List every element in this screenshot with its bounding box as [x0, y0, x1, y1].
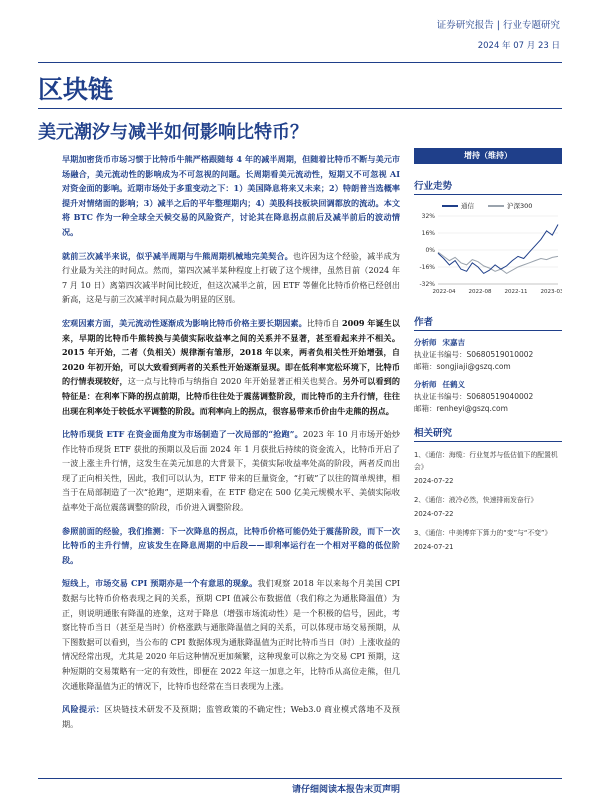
license-label: 执业证书编号：	[414, 392, 467, 401]
author-block	[414, 379, 562, 415]
paragraph	[62, 427, 400, 515]
author-license	[414, 349, 562, 361]
related-item[interactable]	[414, 449, 562, 487]
email-label: 邮箱：	[414, 362, 437, 371]
related-date: 2024-07-22	[414, 477, 454, 485]
author-license	[414, 391, 562, 403]
legend-swatch	[442, 205, 458, 207]
chart-legend	[442, 201, 562, 210]
paragraph	[62, 702, 400, 731]
sidebar	[414, 148, 562, 553]
authors-title: 作者	[414, 314, 562, 331]
email-label: 邮箱：	[414, 404, 437, 413]
trend-chart	[414, 210, 562, 302]
paragraph-text: 参照前面的经验，我们推测：下一次降息的拐点，比特币价格可能仍处于震荡阶段，而下一次比特币的主升行情，应该发生在降息周期的中后段——即利率运行在一个相对平稳的低位阶段。	[62, 525, 400, 565]
paragraph-text: 早期加密货币市场习惯于比特币牛熊严格跟随每 4 年的减半周期，但随着比特币不断与美元市场融合，美元流动性的影响成为不可忽视的问题。长周期看美元流动性，短期又不可忽视 AI 对资金面的影响。近期市场处于多重变动之下：1）美国降息将来又未来；2）特朗普当选概率提升对情绪面的影响；3）减半之后的平年整理期内；4）美股科技板块回调都放的流动。本文将 BTC 作为一种全球全天候交易的风险资产，讨论其在降息拐点前后及减半前后的波动情况。	[62, 154, 400, 237]
industry-name: 区块链	[38, 75, 114, 104]
email-address[interactable]: songjiaji@gszq.com	[436, 362, 511, 371]
legend-label: 通信	[461, 202, 474, 210]
related-title: 相关研究	[414, 425, 562, 442]
author-role: 分析师	[414, 380, 437, 389]
paragraph	[62, 316, 400, 418]
legend-label: 沪深300	[507, 202, 533, 210]
x-tick-label: 2022-11	[504, 289, 528, 295]
x-tick-label: 2022-08	[468, 289, 492, 295]
footer-divider	[38, 778, 562, 779]
header	[437, 16, 560, 56]
y-tick-label: 16%	[421, 230, 435, 237]
author-email	[414, 361, 562, 373]
paragraph	[62, 524, 400, 568]
report-date: 2024 年 07 月 23 日	[477, 41, 560, 51]
y-tick-label: 0%	[425, 247, 435, 254]
related-item[interactable]	[414, 494, 562, 520]
author-name-row	[414, 379, 562, 391]
legend-item-1	[488, 201, 532, 210]
license-label: 执业证书编号：	[414, 350, 467, 359]
report-title: 美元潮汐与减半如何影响比特币？	[38, 122, 308, 143]
rating-badge: 增持（维持）	[414, 148, 562, 164]
paragraph-text: 就前三次减半来说，似乎减半周期与牛熊周期机械地完美契合。	[62, 250, 293, 261]
paragraph-text: 2023 年 10 月市场开始炒作比特币现货 ETF 获批的预期以及后面 2024 年 1 月获批后持续的资金流入，比特币开启了一波上涨主升行情，这发生在美元加息的大背景下，美债实际收益率处高的阶段，两者反而出现了正向相关性，因此，我们可以认为，ETF 带来的巨量资金，“打破”了以往的简单规律，相当于在局部制造了一次“抢跑”，逆期来看，在 ETF 稳定在 500 亿美元规模水平、美债实际收益率处于高位震荡调整的阶段，币价进入调整阶段。	[62, 429, 400, 513]
x-tick-label: 2023-03	[540, 289, 562, 295]
paragraph-text: 区块链技术研发不及预期；监管政策的不确定性；Web3.0 商业模式落地不及预期。	[62, 704, 400, 729]
y-tick-label: -16%	[419, 264, 435, 271]
trend-title: 行业走势	[414, 178, 562, 195]
series-line-tongxin	[438, 225, 558, 274]
paragraph-text: 比特币现货 ETF 在资金面角度为市场制造了一次局部的“抢跑”。	[62, 429, 303, 440]
author-email	[414, 403, 562, 415]
related-list	[414, 449, 562, 553]
x-tick-label: 2022-04	[432, 289, 456, 295]
author-name: 任鹤义	[442, 380, 465, 389]
paragraph-text: 2009 年诞生以来，早期的比特币牛熊转换与美债实际收益率之间的关系并不显著，甚至看起来并不相关。2015 年开始，二者（负相关）规律渐有雏形，2018 年以来，两者负相关性开始增强，自 2020 年初开始，可以大致看到两者的关系性开始逐渐显现。即在低利率宽松环境下，比特币的行情表现较好，	[62, 317, 400, 387]
related-date: 2024-07-22	[414, 510, 454, 518]
y-tick-label: 32%	[421, 213, 435, 220]
author-role: 分析师	[414, 338, 437, 347]
paragraph-text: 短线上，市场交易 CPI 预期亦是一个有意思的现象。	[62, 578, 258, 589]
author-name-row	[414, 337, 562, 349]
report-type: 证券研究报告 | 行业专题研究	[436, 20, 560, 31]
y-tick-label: -32%	[419, 281, 435, 288]
paragraph-text: 我们观察 2018 年以来每个月美国 CPI 数据与比特币价格表现之间的关系，预期 CPI 值减公布数据值（我们称之为通胀降温值）为正，则说明通胀有降温的迹象，这对于降息（增强市场流动性）是一个积极的信号，因此，考察比特币当日（甚至是当时）价格涨跌与通胀降温值之间的关系，可以体现市场交易预期，从下图数据可以看到，当公布的 CPI 数据体现为通胀降温值为正时比特币当日（时）上涨收益的情况经常出现，尤其是 2020 年后这种情况更加频繁，这种现象可以称之为交易 CPI 预期，这种短期的交易策略有一定的有效性，即便在 2022 年这一加息之年，比特币从高位走熊，但几次通胀降温值为正的情况下，比特币也经常在当日表现为上涨。	[62, 578, 401, 691]
paragraph-text: 宏观因素方面，美元流动性逐渐成为影响比特币价格主要长期因素。	[62, 317, 307, 328]
author-name: 宋嘉吉	[442, 338, 465, 347]
related-text: 2、《通信：液冷必然，快速排雨发奋行》	[414, 496, 538, 504]
paragraph-text: 比特币自	[306, 317, 343, 328]
footer	[0, 782, 600, 795]
related-text: 1、《通信：海缆：行业复苏与低估值下的配置机会》	[414, 451, 558, 471]
license-number: S0680519040002	[466, 392, 534, 401]
license-number: S0680519010002	[466, 350, 534, 359]
footer-note: 请仔细阅读本报告末页声明	[291, 785, 400, 795]
paragraph	[62, 576, 400, 693]
authors-list	[414, 337, 562, 415]
paragraph	[62, 152, 400, 240]
legend-item-0	[442, 201, 474, 210]
paragraph-text: 这一点与比特币与纳指自 2020 年开始显著正相关也契合。	[127, 376, 343, 387]
paragraph-text: 另外可以看到的特征是：在利率下降的拐点前期，比特币往往处于震荡调整阶段，而比特币的主升行情，往往出现在利率处于较低水平调整的阶段。而利率向上的拐点，很容易带来币价由牛走熊的拐点。	[62, 376, 400, 416]
related-date: 2024-07-21	[414, 543, 454, 551]
paragraph	[62, 249, 400, 307]
title-divider	[38, 108, 562, 109]
author-block	[414, 337, 562, 373]
related-text: 3、《通信：中美博弈下算力的“变”与“不变”》	[414, 529, 552, 537]
email-address[interactable]: renheyi@gszq.com	[436, 404, 508, 413]
legend-swatch	[488, 205, 504, 207]
paragraph-text: 风险提示：	[62, 704, 105, 715]
main-body	[62, 152, 400, 740]
paragraph-text: 也许因为这个经验，减半成为行业最为关注的时间点。然而，第四次减半某种程度上打破了这个规律，虽然目前（2024 年 7 月 10 日）离第四次减半时间比较近，但这次减半之前，因 ETF 等催化比特币价格已经创出新高，这是与前三次减半时间点最为明显的区别。	[62, 250, 400, 305]
header-divider	[38, 62, 562, 63]
related-item[interactable]	[414, 527, 562, 553]
